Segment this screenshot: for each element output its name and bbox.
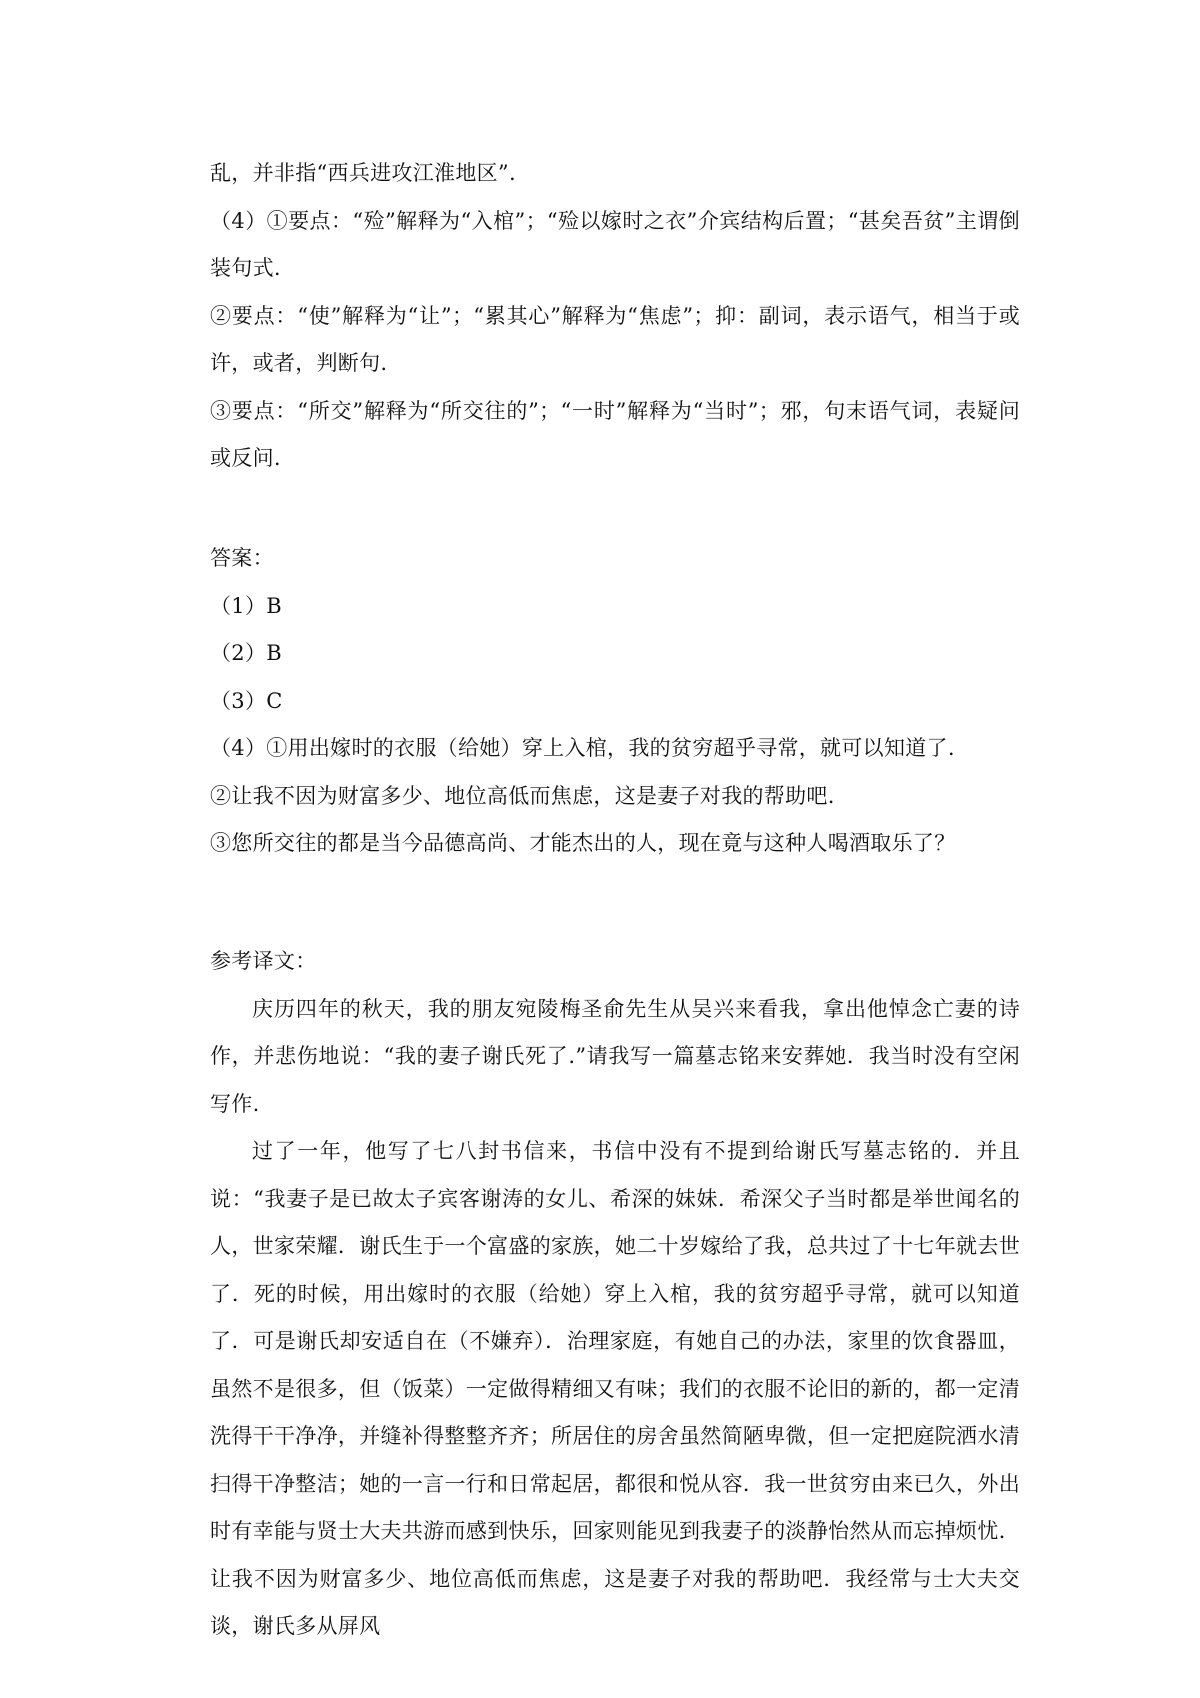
answer-heading: 答案： xyxy=(210,546,274,570)
answer-item: （4）①用出嫁时的衣服（给她）穿上入棺，我的贫穷超乎寻常，就可以知道了. xyxy=(210,736,955,760)
analysis-line: ②要点：“使”解释为“让”；“累其心”解释为“焦虑”；抑：副词，表示语气，相当于或许，或者，判断句. xyxy=(210,303,1020,375)
answer-item: （1）B xyxy=(210,593,282,618)
analysis-line: （4）①要点：“殓”解释为“入棺”；“殓以嫁时之衣”介宾结构后置；“甚矣吾贫”主谓倒装句式. xyxy=(210,208,1020,280)
answer-item: （2）B xyxy=(210,641,282,665)
analysis-line: 乱，并非指“西兵进攻江淮地区”. xyxy=(210,161,516,185)
answer-item: ③您所交往的都是当今品德高尚、才能杰出的人，现在竟与这种人喝酒取乐了？ xyxy=(210,831,956,855)
translation-paragraph: 庆历四年的秋天，我的朋友宛陵梅圣俞先生从吴兴来看我，拿出他悼念亡妻的诗作，并悲伤地说：“我的妻子谢氏死了.”请我写一篇墓志铭来安葬她．我当时没有空闲写作. xyxy=(210,996,1020,1116)
analysis-section xyxy=(210,150,1020,483)
translation-paragraph: 过了一年，他写了七八封书信来，书信中没有不提到给谢氏写墓志铭的．并且说：“我妻子是已故太子宾客谢涛的女儿、希深的妹妹．希深父子当时都是举世闻名的人，世家荣耀．谢氏生于一个富盛的家族，她二十岁嫁给了我，总共过了十七年就去世了．死的时候，用出嫁时的衣服（给她）穿上入棺，我的贫穷超乎寻常，就可以知道了．可是谢氏却安适自在（不嫌弃）．治理家庭，有她自己的办法，家里的饮食器皿，虽然不是很多，但（饭菜）一定做得精细又有味；我们的衣服不论旧的新的，都一定清洗得干干净净，并缝补得整整齐齐；所居住的房舍虽然简陋卑微，但一定把庭院洒水清扫得干净整洁；她的一言一行和日常起居，都很和悦从容．我一世贫穷由来已久，外出时有幸能与贤士大夫共游而感到快乐，回家则能见到我妻子的淡静怡然从而忘掉烦忧．让我不因为财富多少、地位高低而焦虑，这是妻子对我的帮助吧．我经常与士大夫交谈，谢氏多从屏风 xyxy=(210,1139,1020,1638)
translation-section xyxy=(210,938,1020,1651)
analysis-line: ③要点：“所交”解释为“所交往的”；“一时”解释为“当时”；邪，句末语气词，表疑问或反问. xyxy=(210,398,1020,470)
answer-section xyxy=(210,535,1020,868)
answer-item: ②让我不因为财富多少、地位高低而焦虑，这是妻子对我的帮助吧. xyxy=(210,783,835,808)
answer-item: （3）C xyxy=(210,688,283,713)
translation-heading: 参考译文： xyxy=(210,949,317,973)
